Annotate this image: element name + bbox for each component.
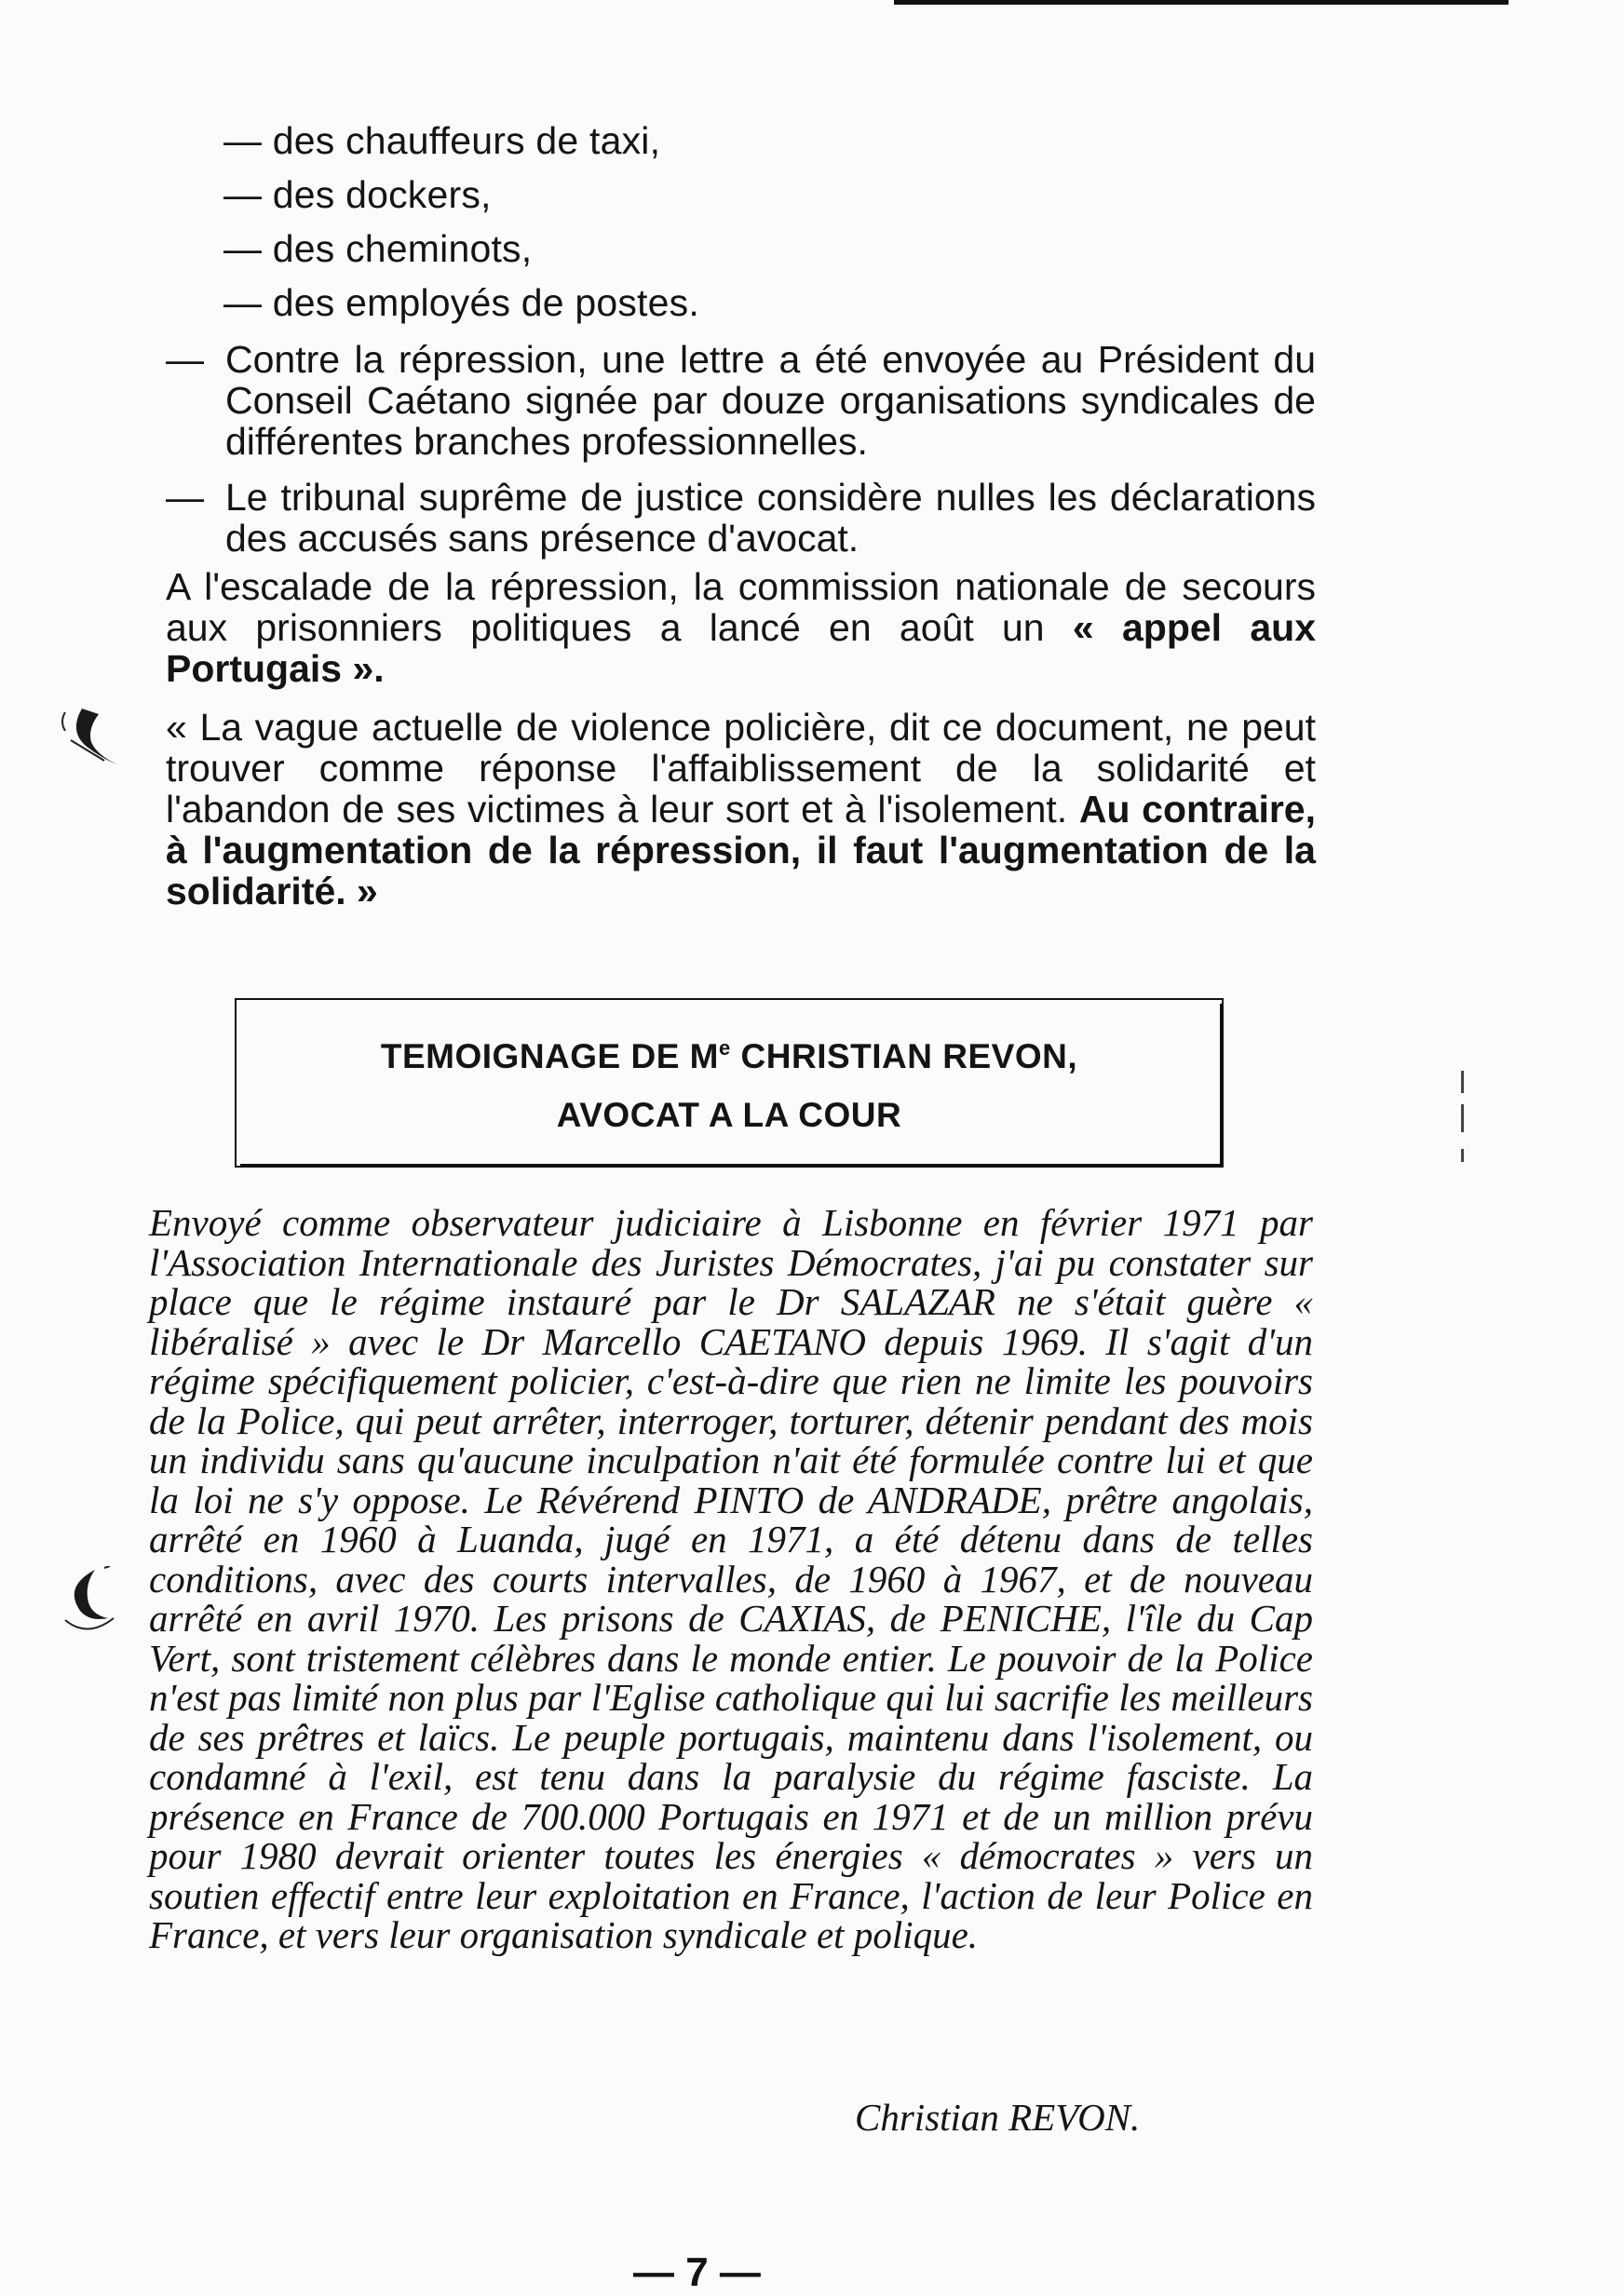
margin-mark xyxy=(1461,1104,1464,1132)
tribunal-paragraph xyxy=(166,477,1316,559)
box-shadow xyxy=(240,1164,1224,1168)
quote-emphasis: Au contraire, à l'augmentation de la répression, il faut l'augmentation de la solidarité. » xyxy=(166,788,1316,912)
testimony-title-box xyxy=(235,998,1224,1168)
quote-text: « La vague actuelle de violence policière, dit ce document, ne peut trouver comme réponse l'affaiblissement de la solidarité et l'abandon de ses victimes à leur sort et à l'isolement. xyxy=(166,706,1316,831)
top-rule xyxy=(894,0,1509,5)
list-item: — des cheminots, xyxy=(223,227,533,270)
quote-paragraph xyxy=(166,707,1316,912)
box-title-line-1: TEMOIGNAGE DE Me CHRISTIAN REVON, xyxy=(380,1036,1078,1075)
testimony-text: Envoyé comme observateur judiciaire à Lisbonne en février 1971 par l'Association Internationale des Juristes Démocrates, j'ai pu constater sur place que le régime instauré par le Dr SALAZAR ne s'était guère « libéralisé » avec le Dr Marcello CAETANO depuis 1969. Il s'agit d'un régime spécifiquement policier, c'est-à-dire que rien ne limite les pouvoirs de la Police, qui peut arrêter, interroger, torturer, détenir pendant des mois un individu sans qu'aucune inculpation n'ait été formulée contre lui et que la loi ne s'y oppose. Le Révérend PINTO de ANDRADE, prêtre angolais, arrêté en 1960 à Luanda, jugé en 1971, a été détenu dans de telles conditions, avec des courts intervalles, de 1960 à 1967, et de nouveau arrêté en avril 1970. Les prisons de CAXIAS, de PENICHE, l'île du Cap Vert, sont tristement célèbres dans le monde entier. Le pouvoir de la Police n'est pas limité non plus par l'Eglise catholique qui lui sacrifie les meilleurs de ses prêtres et laïcs. Le peuple portugais, maintenu dans l'isolement, ou condamné à l'exil, est tenu dans la paralysie du régime fasciste. La présence en France de 700.000 Portugais en 1971 et de un million prévu pour 1980 devrait orienter toutes les énergies « démocrates » vers un soutien effectif entre leur exploitation en France, l'action de leur Police en France, et vers leur organisation syndicale et polique. xyxy=(149,1201,1313,1956)
escalade-text: A l'escalade de la répression, la commission nationale de secours aux prisonniers politiques a lancé en août un xyxy=(166,565,1316,649)
quotation-mark-icon xyxy=(58,1566,123,1641)
appeal-title: « appel aux Portugais ». xyxy=(166,606,1316,690)
dash-marker: — xyxy=(166,338,204,381)
box-shadow xyxy=(1220,1004,1224,1168)
list-item: — des chauffeurs de taxi, xyxy=(223,119,661,162)
margin-mark xyxy=(1461,1071,1464,1093)
dash-marker: — xyxy=(166,476,204,519)
letter-paragraph-text: Contre la répression, une lettre a été envoyée au Président du Conseil Caétano signée par douze organisations syndicales de différentes branches professionnelles. xyxy=(225,338,1316,463)
page-number: — 7 — xyxy=(633,2249,761,2295)
list-item: — des dockers, xyxy=(223,173,492,216)
margin-mark xyxy=(1461,1149,1464,1162)
strike-list xyxy=(223,114,699,330)
list-item: — des employés de postes. xyxy=(223,281,699,324)
quotation-mark-icon xyxy=(58,703,123,768)
box-title-line-2: AVOCAT A LA COUR xyxy=(556,1096,902,1134)
tribunal-paragraph-text: Le tribunal suprême de justice considère nulles les déclarations des accusés sans présence d'avocat. xyxy=(225,476,1316,560)
signature: Christian REVON. xyxy=(855,2096,1141,2139)
letter-paragraph xyxy=(166,339,1316,462)
escalade-paragraph xyxy=(166,566,1316,689)
